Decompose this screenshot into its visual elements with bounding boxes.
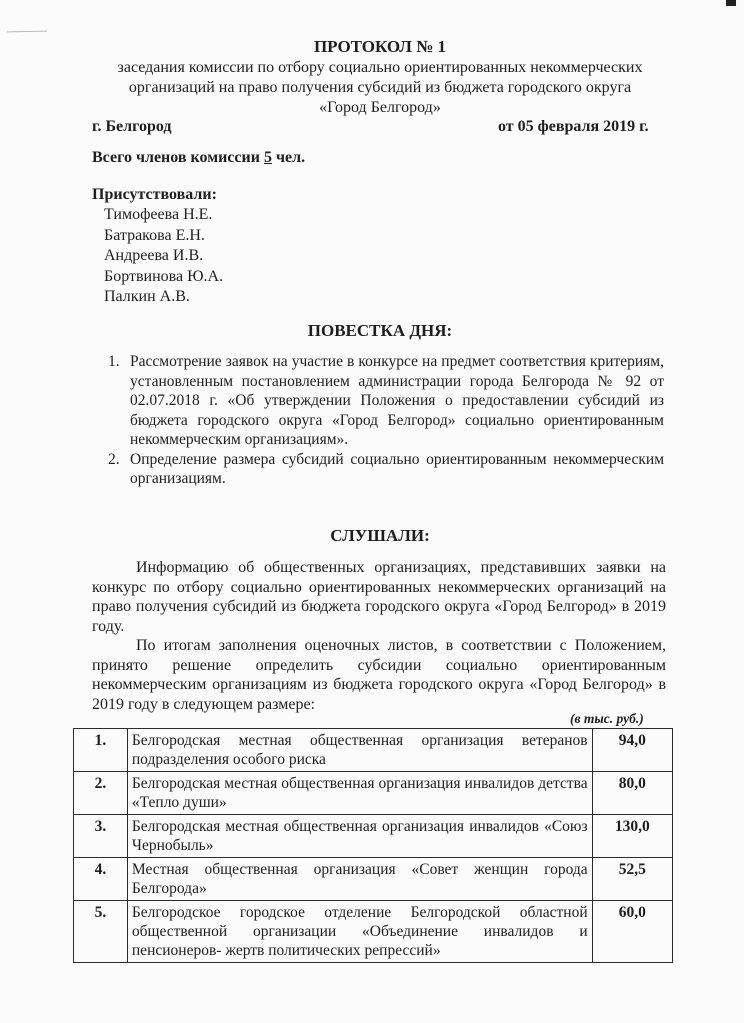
- city: г. Белгород: [92, 118, 172, 135]
- attendance-heading: Присутствовали:: [92, 186, 217, 203]
- subtitle-line: «Город Белгород»: [319, 99, 441, 116]
- heard-paragraph: Информацию об общественных организациях, представивших заявки на конкурс по отбору социально ориентированных некоммерческих организаций на право получения субсидий из бюджета городского округа «Город Белгород» в 2019 году.: [92, 559, 666, 635]
- scan-artifact-line: [7, 31, 47, 33]
- table-row: [74, 858, 673, 901]
- subsidy-amount: 52,5: [592, 858, 672, 901]
- attendee: Палкин А.В.: [104, 288, 190, 305]
- agenda-item-text: Рассмотрение заявок на участие в конкурсе на предмет соответствия критериям, установленным постановлением администрации города Белгорода № 92 от 02.07.2018 г. «Об утверждении Положения о предоставлении субсидий из бюджета городского округа «Город Белгород» социально ориентированным некоммерческим организациям».: [130, 353, 664, 448]
- attendee: Батракова Е.Н.: [104, 226, 205, 244]
- row-number: 4.: [74, 858, 128, 901]
- protocol-date: от 05 февраля 2019 г.: [498, 118, 649, 135]
- subsidies-table: [73, 728, 673, 963]
- agenda-list: [108, 352, 664, 489]
- row-number: 3.: [74, 815, 128, 858]
- row-number: 2.: [74, 772, 128, 815]
- organization-name: Местная общественная организация «Совет женщин города Белгорода»: [127, 858, 592, 901]
- agenda-heading: ПОВЕСТКА ДНЯ:: [307, 321, 453, 340]
- protocol-subtitle: [80, 58, 680, 118]
- members-number: 5: [263, 149, 272, 166]
- organization-name: Белгородская местная общественная организация инвалидов «Союз Чернобыль»: [127, 815, 592, 858]
- table-row: [74, 729, 673, 772]
- agenda-item-number: 2.: [108, 450, 120, 468]
- attendance-list: [104, 205, 223, 308]
- agenda-item-text: Определение размера субсидий социально ориентированным некоммерческим организациям.: [130, 450, 664, 487]
- subsidy-amount: 80,0: [592, 772, 672, 815]
- decision-paragraph: По итогам заполнения оценочных листов, в соответствии с Положением, принято решение определить субсидии социально ориентированным некоммерческим организациям из бюджета городского округа «Город Белгород» в 2019 году в следующем размере:: [92, 637, 666, 713]
- heard-heading: СЛУШАЛИ:: [330, 526, 430, 545]
- organization-name: Белгородская местная общественная организация ветеранов подразделения особого риска: [127, 729, 592, 772]
- table-row: [74, 772, 673, 815]
- subtitle-line: заседания комиссии по отбору социально ориентированных некоммерческих: [117, 59, 643, 76]
- row-number: 1.: [74, 729, 128, 772]
- organization-name: Белгородская местная общественная организация инвалидов детства «Тепло души»: [127, 772, 592, 815]
- subtitle-line: организаций на право получения субсидий из бюджета городского округа: [128, 79, 632, 96]
- members-suffix: чел.: [271, 149, 306, 166]
- agenda-item: [108, 352, 664, 450]
- unit-label: (в тыс. руб.): [570, 711, 644, 726]
- subsidy-amount: 130,0: [592, 815, 672, 858]
- scan-artifact: [726, 0, 736, 6]
- table-row: [74, 815, 673, 858]
- subsidy-amount: 60,0: [592, 901, 672, 963]
- subsidy-amount: 94,0: [592, 729, 672, 772]
- organization-name: Белгородское городское отделение Белгородской областной общественной организации «Объединение инвалидов и пенсионеров- жертв политических репрессий»: [127, 901, 592, 963]
- protocol-title: ПРОТОКОЛ № 1: [313, 37, 447, 56]
- members-count: [92, 149, 305, 167]
- attendee: Бортвинова Ю.А.: [104, 267, 224, 285]
- row-number: 5.: [74, 901, 128, 963]
- attendee: Андреева И.В.: [104, 247, 204, 264]
- attendee: Тимофеева Н.Е.: [104, 206, 213, 223]
- agenda-item: [108, 450, 664, 489]
- table-row: [74, 901, 673, 963]
- agenda-item-number: 1.: [108, 353, 120, 370]
- members-prefix: Всего членов комиссии: [92, 149, 264, 166]
